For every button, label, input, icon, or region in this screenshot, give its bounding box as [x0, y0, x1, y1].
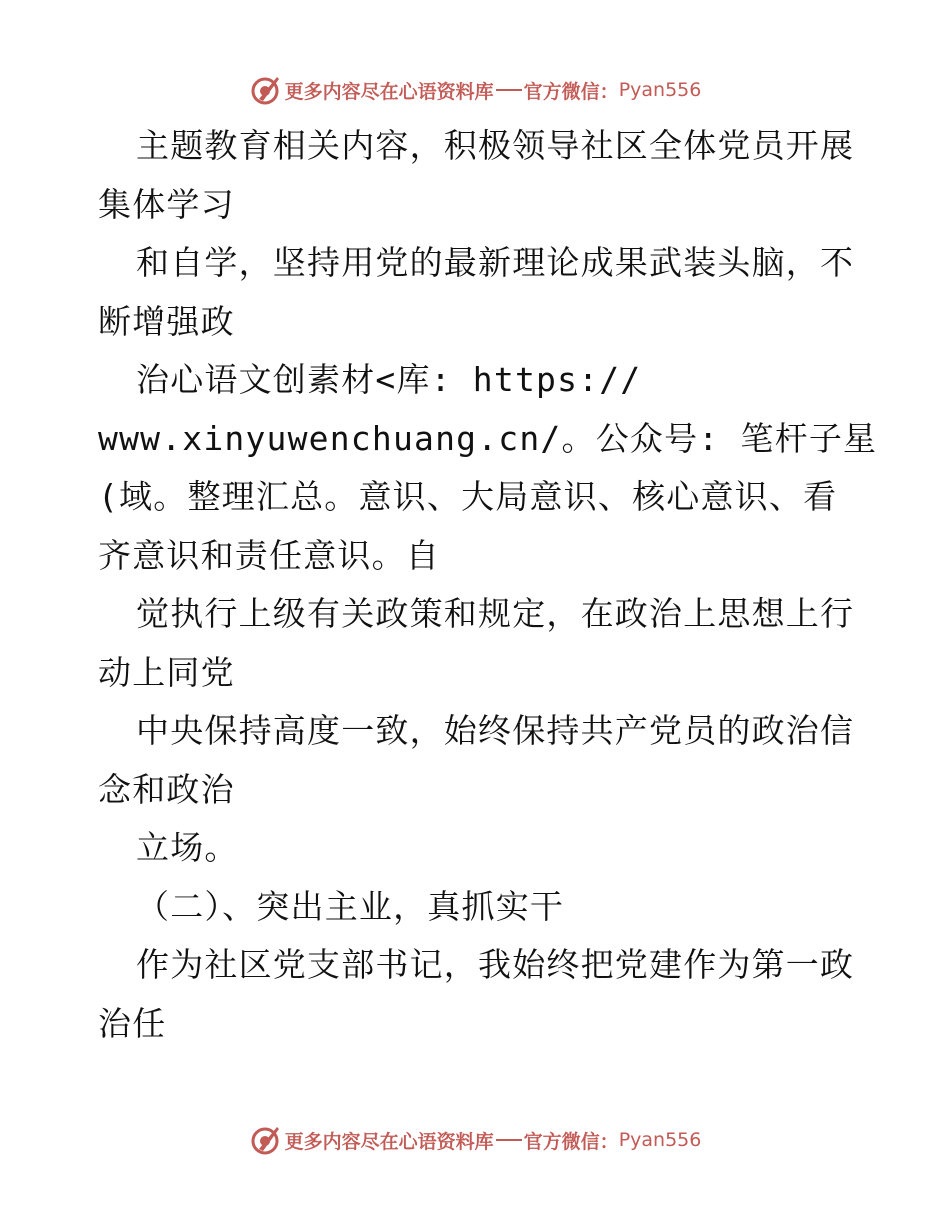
text-line: www.xinyuwenchuang.cn/。公众号: 笔杆子星 [98, 418, 878, 458]
text-line: 主题教育相关内容，积极领导社区全体党员开展 [136, 126, 855, 165]
text-line: 念和政治 [98, 769, 235, 809]
text-line: 治心语文创素材<库: https:// [136, 360, 642, 399]
banner-wechat-label: 官方微信： [523, 1130, 619, 1153]
text-line: 集体学习 [98, 184, 235, 224]
text-line: 立场。 [136, 828, 239, 867]
banner-dash [496, 1139, 522, 1141]
section-heading: （二）、突出主业，真抓实干 [136, 886, 565, 926]
text-line: (域。整理汇总。意识、大局意识、核心意识、看 [98, 477, 838, 516]
quill-circle-icon [249, 1123, 283, 1157]
text-line: 断增强政 [98, 301, 235, 341]
banner-title: 更多内容尽在心语资料库 [284, 80, 494, 103]
banner-wechat-label: 官方微信： [523, 80, 619, 103]
banner-wechat-id: Pyan556 [618, 1129, 702, 1151]
banner-wechat-id: Pyan556 [618, 79, 702, 101]
text-line: 和自学，坚持用党的最新理论成果武装头脑，不 [136, 243, 855, 282]
banner-title: 更多内容尽在心语资料库 [284, 1130, 494, 1153]
text-line: 齐意识和责任意识。自 [98, 535, 440, 575]
text-line: 治任 [98, 1003, 167, 1043]
footer-banner [0, 1120, 950, 1160]
document-body [98, 117, 878, 1053]
banner-dash [496, 89, 522, 91]
text-line: 作为社区党支部书记，我始终把党建作为第一政 [136, 945, 855, 984]
text-line: 觉执行上级有关政策和规定，在政治上思想上行 [136, 594, 855, 633]
quill-circle-icon [249, 73, 283, 107]
text-line: 中央保持高度一致，始终保持共产党员的政治信 [136, 711, 855, 750]
text-line: 动上同党 [98, 652, 235, 692]
header-banner [0, 70, 950, 110]
